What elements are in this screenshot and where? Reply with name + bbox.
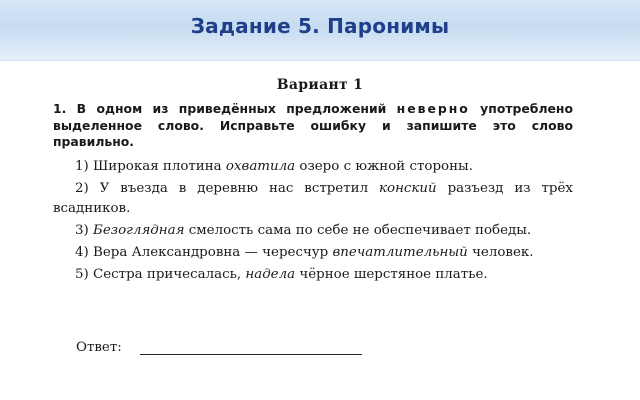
option-text-before: Широкая плотина <box>93 159 226 174</box>
task-lead: 1. В одном из приведённых предложений <box>53 101 397 116</box>
option-text-after: смелость сама по себе не обеспечивает победы. <box>184 223 532 238</box>
slide-title: Задание 5. Паронимы <box>190 14 450 38</box>
option-number: 5) <box>75 267 89 282</box>
answer-label: Ответ: <box>76 340 122 355</box>
option-highlighted-word: Безоглядная <box>93 223 185 238</box>
option-highlighted-word: охватила <box>225 159 296 174</box>
option-highlighted-word: надела <box>245 267 296 282</box>
options-list <box>53 157 573 287</box>
option-1 <box>53 157 573 177</box>
option-highlighted-word: конский <box>379 181 437 196</box>
task-instruction <box>53 101 573 151</box>
variant-heading: Вариант 1 <box>276 77 364 93</box>
task-tail: употреблено выделенное слово. Исправьте ошибку и запишите это слово правильно. <box>53 101 573 149</box>
option-text-after: озеро с южной стороны. <box>295 159 473 174</box>
option-number: 3) <box>75 223 89 238</box>
option-text-before: Сестра причесалась, <box>93 267 246 282</box>
option-number: 1) <box>75 159 89 174</box>
title-banner <box>0 0 640 61</box>
option-5 <box>53 265 573 285</box>
option-text-after: чёрное шерстяное платье. <box>295 267 488 282</box>
task-emphasis: неверно <box>396 101 470 116</box>
option-text-before: У въезда в деревню нас встретил <box>99 181 380 196</box>
option-number: 4) <box>75 245 89 260</box>
option-text-before: Вера Александровна — чересчур <box>93 245 333 260</box>
answer-line <box>140 354 362 355</box>
option-highlighted-word: впечатлительный <box>332 245 468 260</box>
option-2 <box>53 179 573 219</box>
option-text-after: разъезд из трёх всадников. <box>53 181 573 216</box>
option-4 <box>53 243 573 263</box>
option-3 <box>53 221 573 241</box>
option-number: 2) <box>75 181 89 196</box>
option-text-after: человек. <box>467 245 534 260</box>
